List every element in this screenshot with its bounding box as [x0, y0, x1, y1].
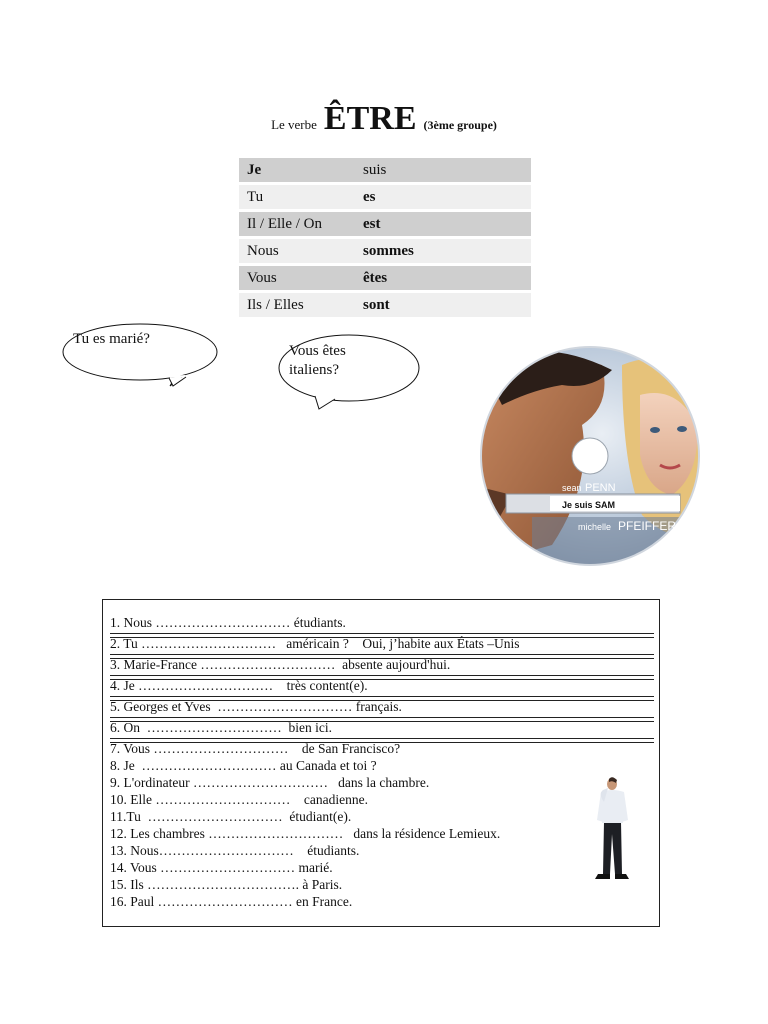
conjugation-row — [239, 185, 531, 209]
conjugation-row — [239, 266, 531, 290]
exercise-item: 4. Je ………………………… très content(e). — [110, 676, 654, 697]
exercise-item: 2. Tu ………………………… américain ? Oui, j’habite aux États –Unis — [110, 634, 654, 655]
conjugation-form: es — [357, 185, 531, 209]
page-title — [0, 100, 768, 144]
title-prefix: Le verbe — [271, 117, 317, 132]
conjugation-row — [239, 212, 531, 236]
exercise-item: 12. Les chambres ………………………… dans la résidence Lemieux. — [110, 826, 501, 841]
speech-bubble-right — [279, 334, 421, 410]
exercise-item: 14. Vous ………………………… marié. — [110, 860, 333, 875]
exercise-item: 16. Paul ………………………… en France. — [110, 894, 353, 909]
conjugation-form: êtes — [357, 266, 531, 290]
exercise-item: 1. Nous ………………………… étudiants. — [110, 613, 654, 634]
title-verb: ÊTRE — [323, 100, 417, 137]
conjugation-pronoun: Je — [239, 158, 357, 182]
conjugation-form: suis — [357, 158, 531, 182]
conjugation-pronoun: Ils / Elles — [239, 293, 357, 317]
conjugation-form: sommes — [357, 239, 531, 263]
bubble-text-right-line1: Vous êtes — [289, 343, 346, 359]
dvd-actor1-last: PENN — [585, 482, 616, 494]
bubble-text-right-line2: italiens? — [289, 362, 339, 378]
title-group: (3ème groupe) — [423, 118, 497, 132]
dvd-movie-title: Je suis SAM — [562, 500, 616, 510]
bubble-text-left: Tu es marié? — [73, 331, 150, 347]
exercise-item: 11.Tu ………………………… étudiant(e). — [110, 809, 352, 824]
dvd-actor2-last: PFEIFFER — [618, 519, 677, 533]
conjugation-pronoun: Il / Elle / On — [239, 212, 357, 236]
exercise-item: 7. Vous ………………………… de San Francisco? — [110, 741, 401, 756]
exercise-item: 8. Je ………………………… au Canada et toi ? — [110, 758, 377, 773]
exercise-item: 10. Elle ………………………… canadienne. — [110, 792, 368, 807]
conjugation-row — [239, 239, 531, 263]
conjugation-form: est — [357, 212, 531, 236]
conjugation-table — [239, 155, 531, 320]
conjugation-pronoun: Vous — [239, 266, 357, 290]
dvd-actor2-first: michelle — [578, 522, 612, 532]
conjugation-pronoun: Nous — [239, 239, 357, 263]
standing-man-icon — [582, 776, 642, 886]
exercise-item: 13. Nous………………………… étudiants. — [110, 843, 360, 858]
conjugation-row — [239, 293, 531, 317]
conjugation-row — [239, 158, 531, 182]
exercise-item: 6. On ………………………… bien ici. — [110, 718, 654, 739]
exercise-box — [102, 599, 660, 927]
conjugation-form: sont — [357, 293, 531, 317]
exercise-item: 5. Georges et Yves ………………………… français. — [110, 697, 654, 718]
exercise-item: 9. L'ordinateur ………………………… dans la chambre. — [110, 775, 430, 790]
dvd-disc-icon — [472, 345, 708, 567]
dvd-actor1-first: sean — [562, 483, 582, 493]
exercise-item: 3. Marie-France ………………………… absente aujourd'hui. — [110, 655, 654, 676]
speech-bubble-left — [62, 322, 220, 388]
exercise-item: 15. Ils ……………………………. à Paris. — [110, 877, 343, 892]
conjugation-pronoun: Tu — [239, 185, 357, 209]
